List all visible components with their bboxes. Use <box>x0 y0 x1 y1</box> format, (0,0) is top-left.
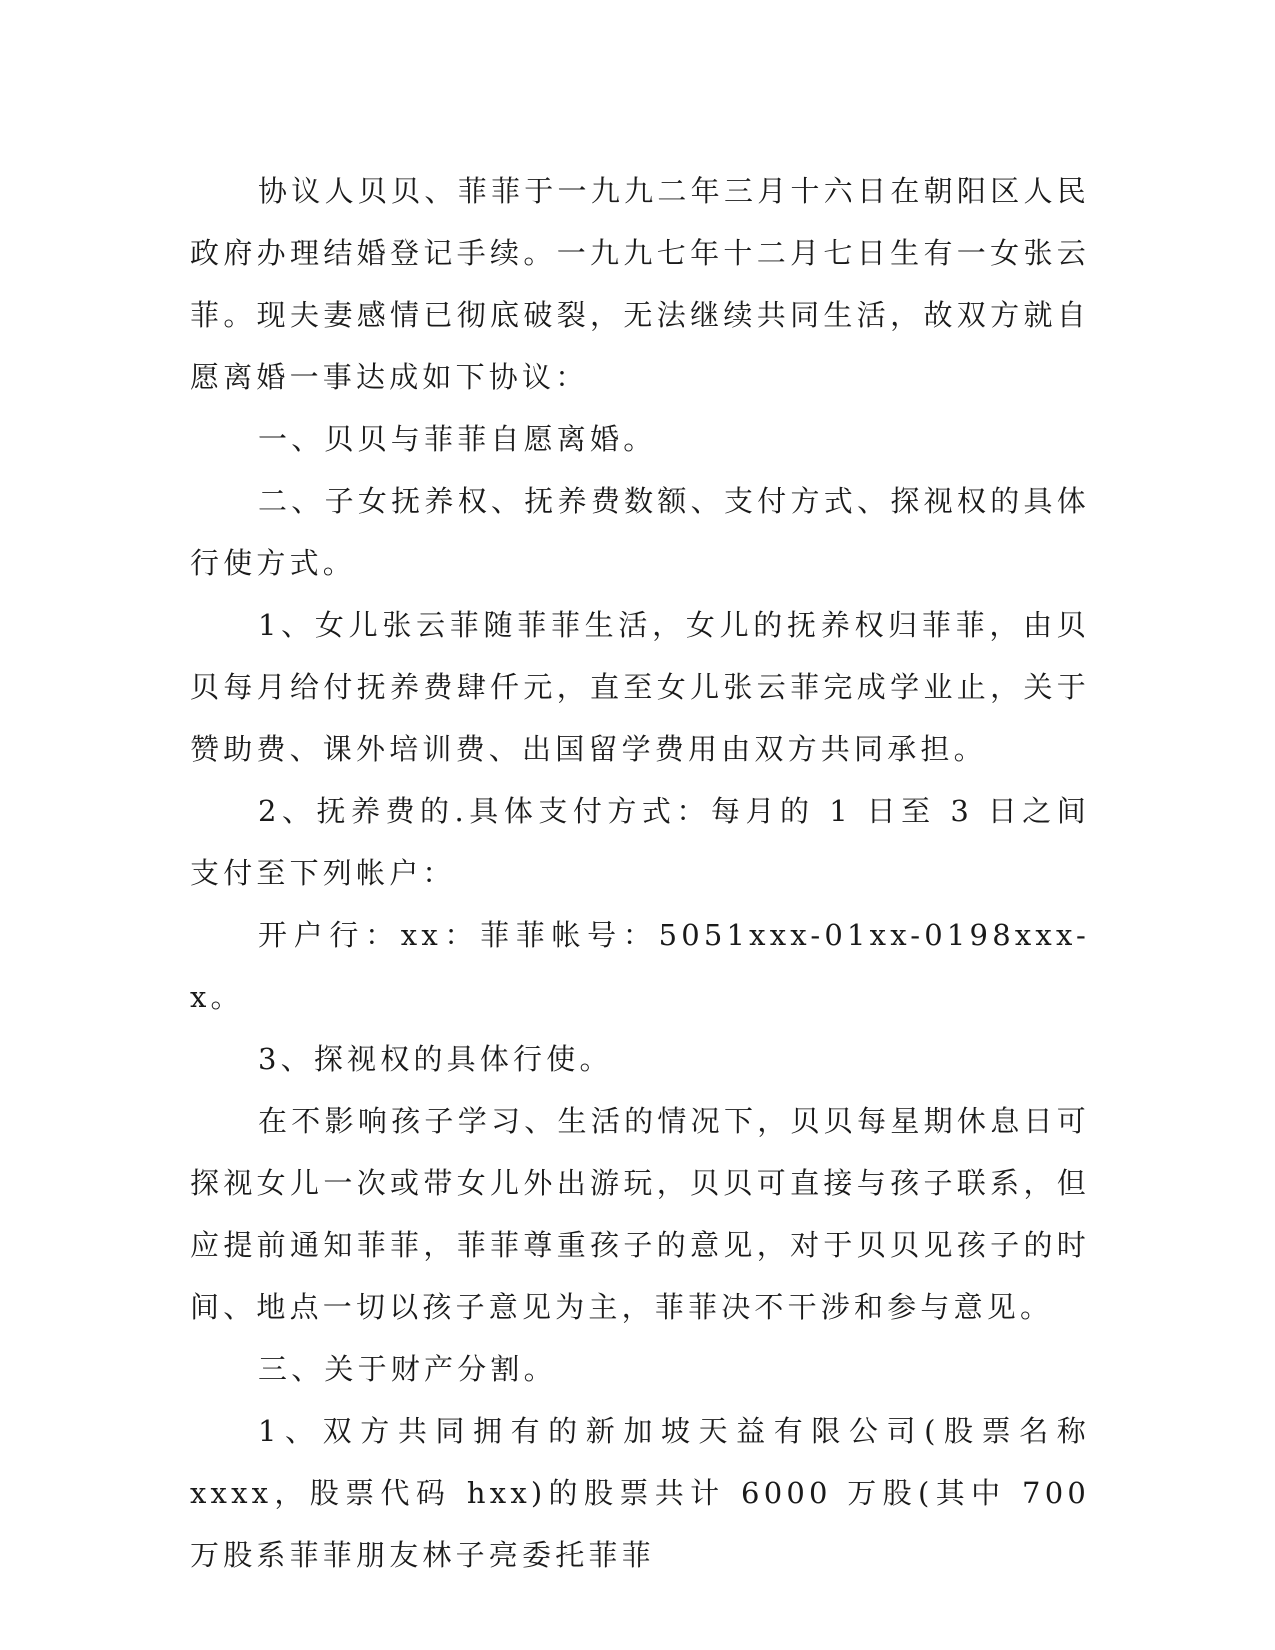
paragraph-clause-2: 二、子女抚养权、抚养费数额、支付方式、探视权的具体行使方式。 <box>190 484 1090 580</box>
paragraph-preamble: 协议人贝贝、菲菲于一九九二年三月十六日在朝阳区人民政府办理结婚登记手续。一九九七年十二月七日生有一女张云菲。现夫妻感情已彻底破裂，无法继续共同生活，故双方就自愿离婚一事达成如下协议： <box>190 174 1090 394</box>
paragraph-clause-2-item-3: 3、探视权的具体行使。 <box>258 1042 613 1076</box>
paragraph-visitation-details: 在不影响孩子学习、生活的情况下，贝贝每星期休息日可探视女儿一次或带女儿外出游玩，贝贝可直接与孩子联系，但应提前通知菲菲，菲菲尊重孩子的意见，对于贝贝见孩子的时间、地点一切以孩子意见为主，菲菲决不干涉和参与意见。 <box>190 1104 1090 1324</box>
paragraph-bank-account: 开户行：xx：菲菲帐号：5051xxx-01xx-0198xxx-x。 <box>190 918 1090 1014</box>
paragraph-clause-3: 三、关于财产分割。 <box>258 1352 557 1386</box>
paragraph-clause-2-item-2: 2、抚养费的.具体支付方式：每月的 1 日至 3 日之间支付至下列帐户： <box>190 794 1090 890</box>
paragraph-clause-2-item-1: 1、女儿张云菲随菲菲生活，女儿的抚养权归菲菲，由贝贝每月给付抚养费肆仟元，直至女儿张云菲完成学业止，关于赞助费、课外培训费、出国留学费用由双方共同承担。 <box>190 608 1090 766</box>
document-body <box>190 160 1090 1586</box>
paragraph-clause-1: 一、贝贝与菲菲自愿离婚。 <box>258 422 657 456</box>
paragraph-clause-3-item-1: 1、双方共同拥有的新加坡天益有限公司(股票名称 xxxx，股票代码 hxx)的股票共计 6000 万股(其中 700 万股系菲菲朋友林子亮委托菲菲 <box>190 1414 1090 1572</box>
